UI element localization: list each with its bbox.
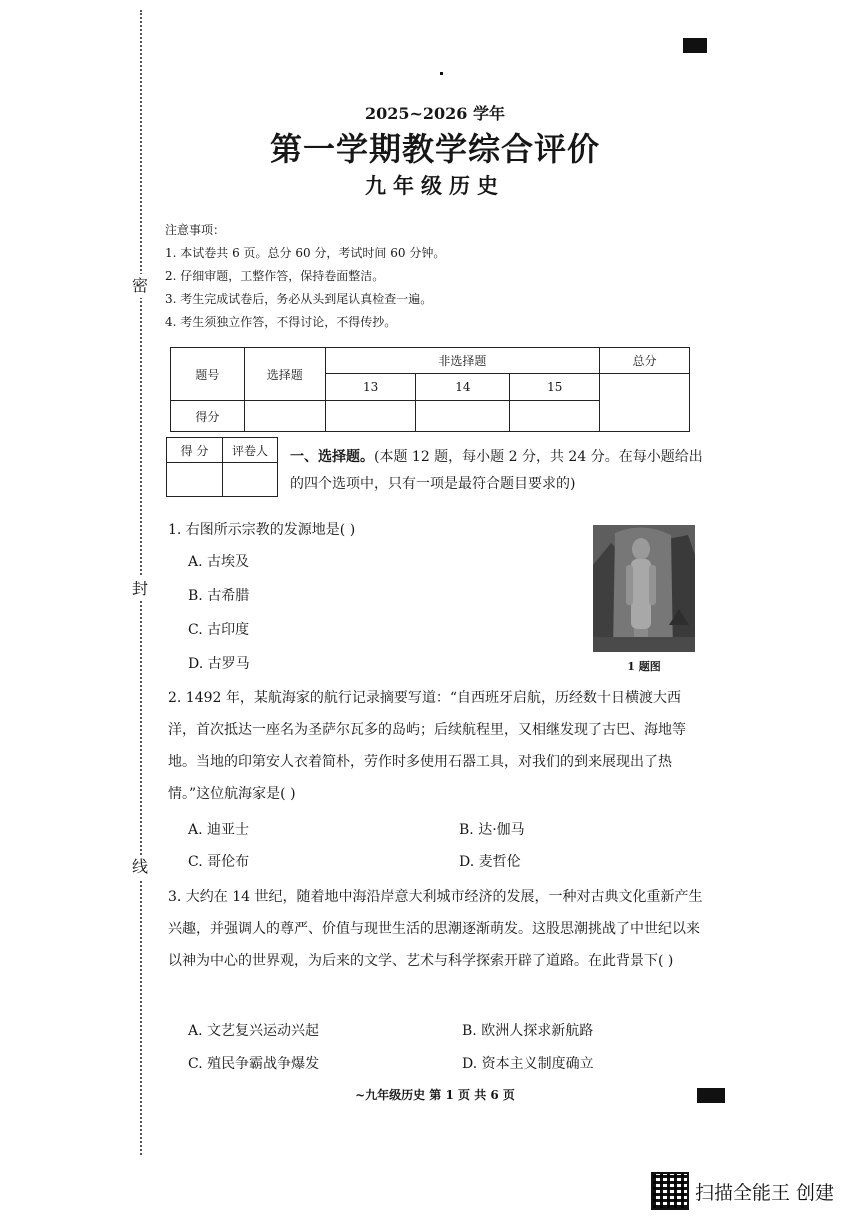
notes-item: 1. 本试卷共 6 页。总分 60 分，考试时间 60 分钟。 [165, 246, 446, 260]
question-3-option-c: C. 殖民争霸战争爆发 [188, 1056, 320, 1072]
question-1-option-b: B. 古希腊 [188, 588, 250, 604]
question-2-stem: 2. 1492 年，某航海家的航行记录摘要写道：“自西班牙启航，历经数十日横渡大西洋，首次抵达一座名为圣萨尔瓦多的岛屿；后续航程里，又相继发现了古巴、海地等地。当地的印第安人衣着简朴，劳作时多使用石器工具，对我们的到来展现出了热情。”这位航海家是( ) [168, 690, 686, 802]
seal-char-xian: 线 [128, 855, 152, 879]
question-3-option-b: B. 欧洲人探求新航路 [462, 1023, 594, 1039]
score-row-label: 得分 [171, 401, 245, 432]
section1-heading: 一、选择题。 [290, 449, 374, 465]
question-3-option-d: D. 资本主义制度确立 [462, 1056, 594, 1072]
total-score-cell [600, 374, 690, 432]
qnum-header: 题号 [171, 348, 245, 401]
grader-label: 评卷人 [223, 438, 278, 463]
exam-subject: 九年级历史 [365, 173, 505, 198]
nonchoice-col: 14 [416, 374, 510, 401]
qr-code-icon [651, 1172, 689, 1210]
question-1-option-c: C. 古印度 [188, 622, 250, 638]
nonchoice-header: 非选择题 [325, 348, 599, 374]
notes-block [165, 219, 445, 334]
grader-score-cell [167, 463, 223, 497]
question-2-option-d: D. 麦哲伦 [459, 854, 521, 870]
question-1-option-a: A. 古埃及 [188, 554, 250, 570]
grader-score-label: 得 分 [167, 438, 223, 463]
registration-mark-bottom [697, 1088, 725, 1103]
scanner-label: 扫描全能王 创建 [695, 1181, 835, 1204]
grader-name-cell [223, 463, 278, 497]
question-1-stem: 1. 右图所示宗教的发源地是( ) [168, 522, 356, 538]
question-1-option-d: D. 古罗马 [188, 656, 250, 672]
figure-1-caption: 1 题图 [627, 660, 661, 673]
notes-heading: 注意事项： [165, 223, 226, 237]
seal-char-feng: 封 [128, 577, 152, 601]
question-2-option-c: C. 哥伦布 [188, 854, 250, 870]
score-cell [510, 401, 600, 432]
section1-header [290, 444, 710, 498]
choice-header: 选择题 [244, 348, 325, 401]
notes-item: 2. 仔细审题，工整作答，保持卷面整洁。 [165, 269, 385, 283]
page-footer: ~九年级历史 第 1 页 共 6 页 [355, 1088, 515, 1102]
seal-char-mi: 密 [128, 274, 152, 298]
buddha-statue-illustration [593, 525, 695, 652]
speck [440, 72, 443, 75]
buddha-statue-photo [593, 525, 695, 652]
total-header: 总分 [600, 348, 690, 374]
nonchoice-col: 13 [325, 374, 416, 401]
question-2-option-b: B. 达·伽马 [459, 822, 525, 838]
question-3-option-a: A. 文艺复兴运动兴起 [188, 1023, 320, 1039]
question-2-option-a: A. 迪亚士 [188, 822, 250, 838]
scanner-watermark [651, 1170, 834, 1212]
section1-instruction: (本题 12 题，每小题 2 分，共 24 分。在每小题给出的四个选项中，只有一项是最符合题目要求的) [290, 449, 703, 492]
school-year: 2025~2026 学年 [364, 104, 506, 123]
notes-item: 4. 考生须独立作答，不得讨论，不得传抄。 [165, 315, 397, 329]
grader-table [166, 437, 278, 497]
score-cell [325, 401, 416, 432]
nonchoice-col: 15 [510, 374, 600, 401]
exam-title: 第一学期教学综合评价 [269, 130, 600, 168]
registration-mark-top [683, 38, 707, 53]
notes-item: 3. 考生完成试卷后，务必从头到尾认真检查一遍。 [165, 292, 433, 306]
score-cell [416, 401, 510, 432]
question-3-stem: 3. 大约在 14 世纪，随着地中海沿岸意大利城市经济的发展，一种对古典文化重新产生兴趣，并强调人的尊严、价值与现世生活的思潮逐渐萌发。这股思潮挑战了中世纪以来以神为中心的世界观，为后来的文学、艺术与科学探索开辟了道路。在此背景下( ) [168, 889, 703, 969]
score-cell [244, 401, 325, 432]
score-table [170, 347, 690, 432]
